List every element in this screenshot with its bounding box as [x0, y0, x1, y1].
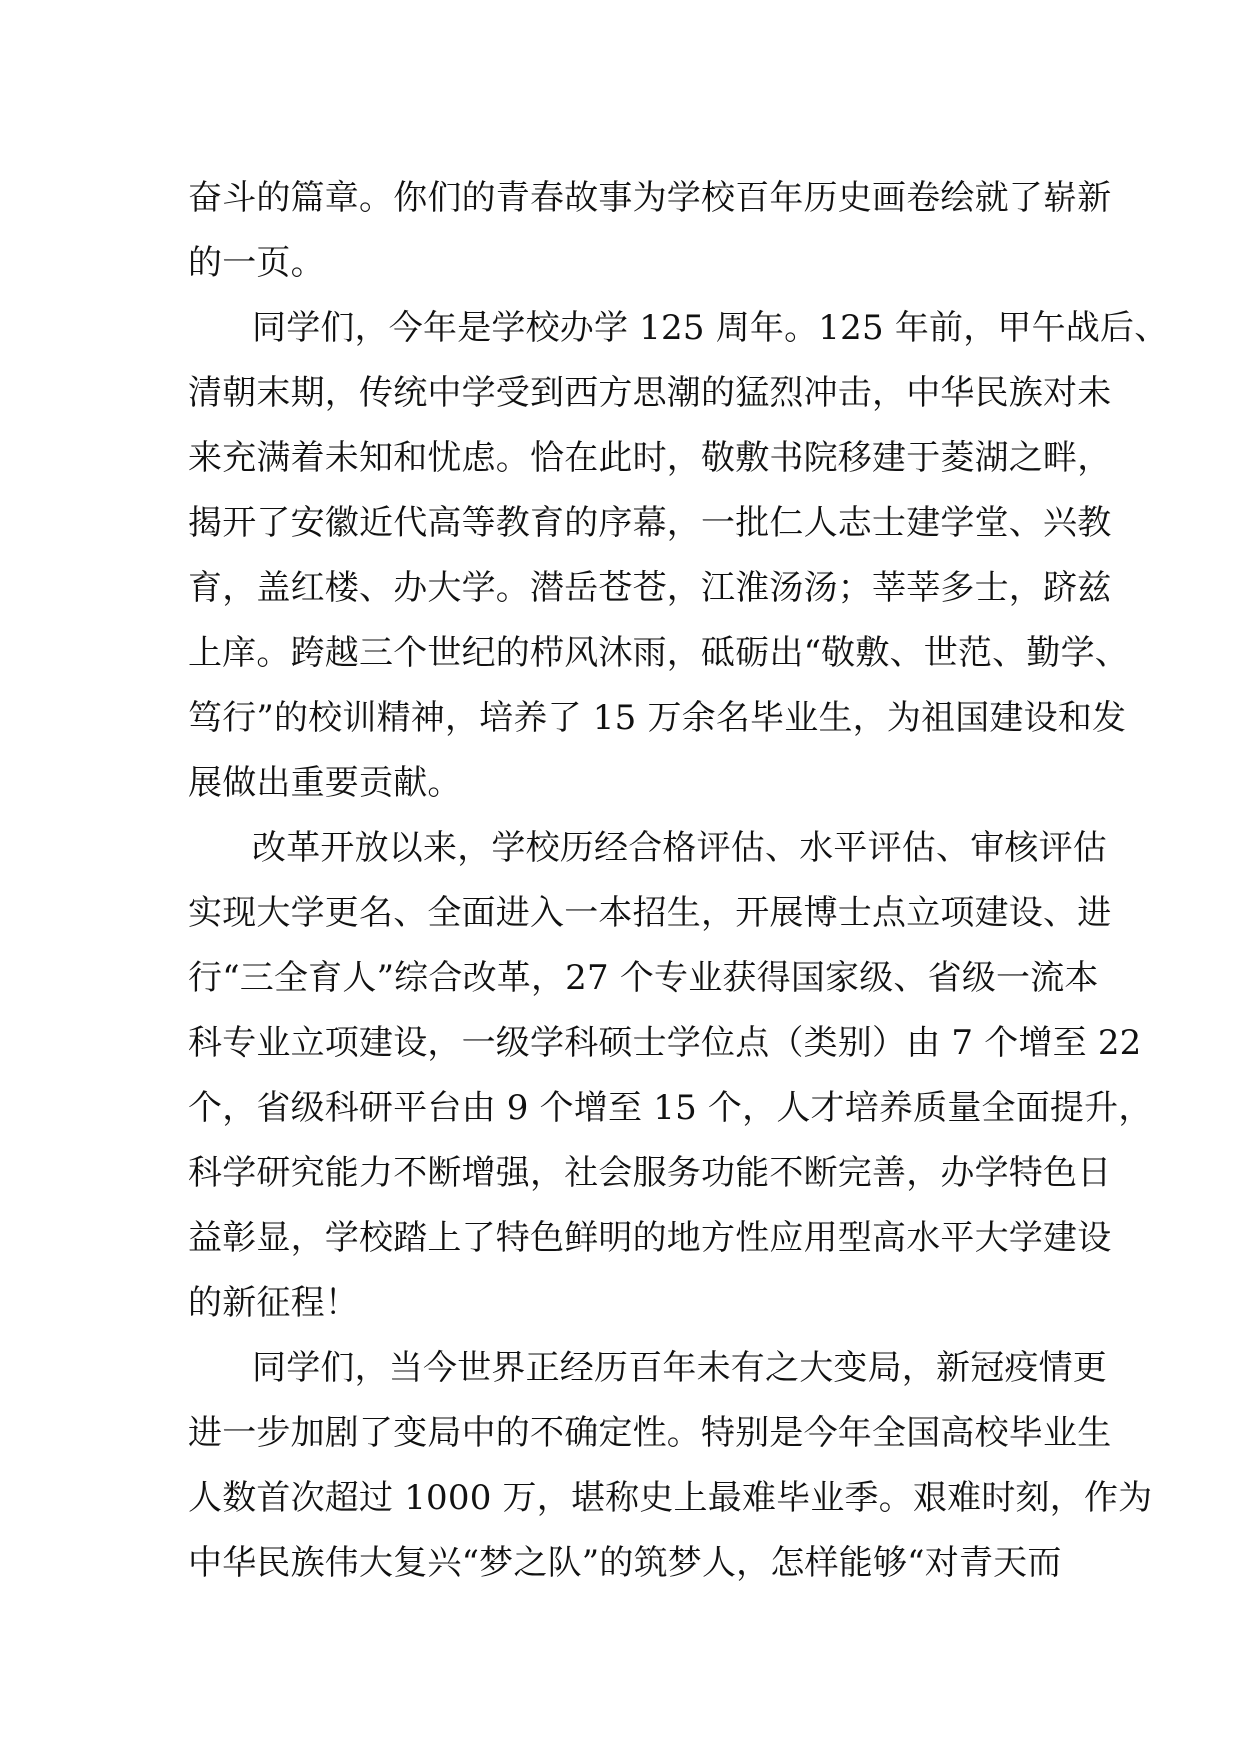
text-line: 实现大学更名、全面进入一本招生，开展博士点立项建设、进 [188, 893, 1112, 933]
text-line: 科专业立项建设，一级学科硕士学位点（类别）由 7 个增至 22 [188, 1023, 1142, 1063]
text-line: 进一步加剧了变局中的不确定性。特别是今年全国高校毕业生 [188, 1413, 1112, 1453]
text-line: 清朝末期，传统中学受到西方思潮的猛烈冲击，中华民族对未 [188, 373, 1112, 413]
text-line: 益彰显，学校踏上了特色鲜明的地方性应用型高水平大学建设 [188, 1218, 1112, 1258]
text-line: 个，省级科研平台由 9 个增至 15 个，人才培养质量全面提升， [188, 1088, 1153, 1128]
text-line: 科学研究能力不断增强，社会服务功能不断完善，办学特色日 [188, 1153, 1112, 1193]
text-line: 来充满着未知和忧虑。恰在此时，敬敷书院移建于菱湖之畔， [188, 438, 1112, 478]
text-line: 奋斗的篇章。你们的青春故事为学校百年历史画卷绘就了崭新 [188, 178, 1112, 218]
paragraph-start-line: 同学们，当今世界正经历百年未有之大变局，新冠疫情更 [252, 1348, 1107, 1388]
text-line: 展做出重要贡献。 [188, 763, 462, 803]
text-line: 行“三全育人”综合改革，27 个专业获得国家级、省级一流本 [188, 958, 1099, 998]
paragraph-start-line: 改革开放以来，学校历经合格评估、水平评估、审核评估 [252, 828, 1107, 868]
text-line: 的一页。 [188, 243, 325, 283]
text-line: 中华民族伟大复兴“梦之队”的筑梦人，怎样能够“对青天而 [188, 1543, 1062, 1583]
text-line: 上庠。跨越三个世纪的栉风沐雨，砥砺出“敬敷、世范、勤学、 [188, 633, 1129, 673]
text-line: 揭开了安徽近代高等教育的序幕，一批仁人志士建学堂、兴教 [188, 503, 1112, 543]
document-body [188, 166, 1169, 1596]
text-line: 笃行”的校训精神，培养了 15 万余名毕业生，为祖国建设和发 [188, 698, 1127, 738]
text-line: 育，盖红楼、办大学。潜岳苍苍，江淮汤汤；莘莘多士，跻兹 [188, 568, 1112, 608]
paragraph-start-line: 同学们，今年是学校办学 125 周年。125 年前，甲午战后、 [252, 308, 1169, 348]
text-line: 的新征程！ [188, 1283, 359, 1323]
text-line: 人数首次超过 1000 万，堪称史上最难毕业季。艰难时刻，作为 [188, 1478, 1153, 1518]
